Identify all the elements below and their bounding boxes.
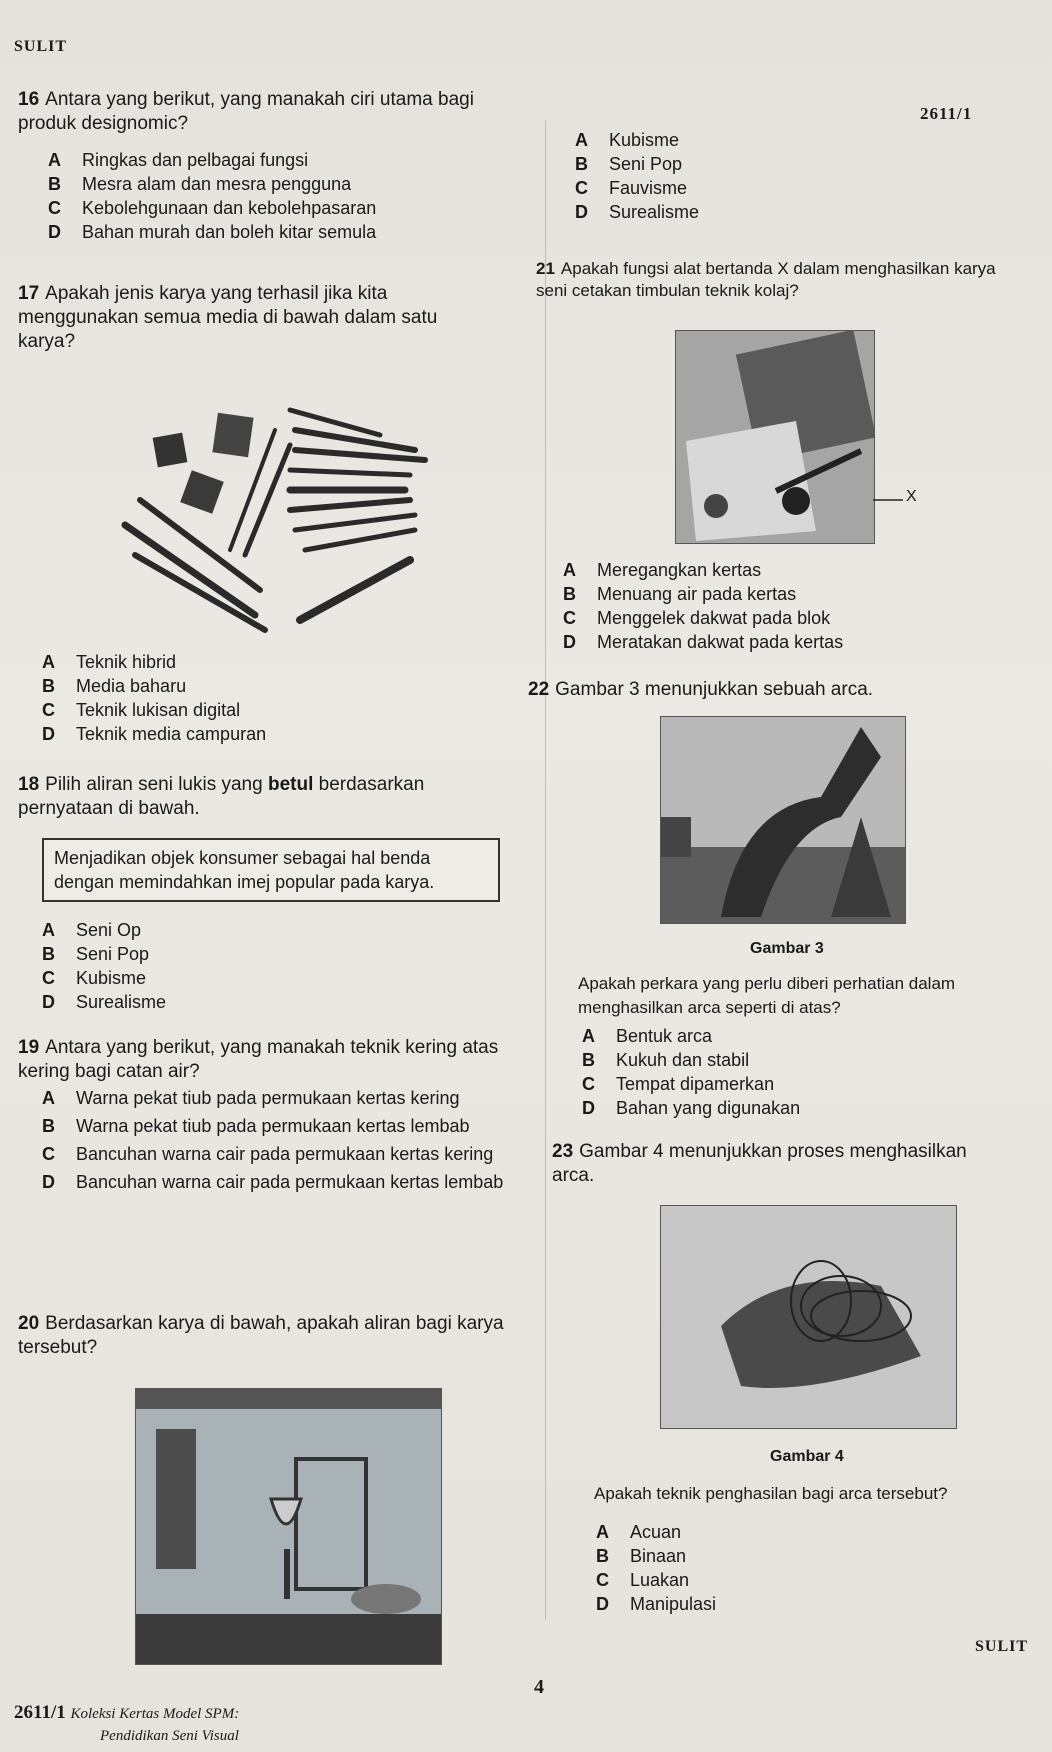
q21-option-d[interactable]: D Meratakan dakwat pada kertas	[563, 632, 844, 652]
q22-option-b[interactable]: B Kukuh dan stabil	[582, 1050, 750, 1070]
q18-option-d[interactable]: D Surealisme	[42, 992, 167, 1012]
q18-stem: 18 Pilih aliran seni lukis yang betul berdasarkan pernyataan di bawah.	[18, 774, 425, 819]
q18-option-c[interactable]: C Kubisme	[42, 968, 147, 988]
q20-option-c[interactable]: C Fauvisme	[575, 178, 688, 198]
q17-text: Apakah jenis karya yang terhasil jika kita menggunakan semua media di bawah dalam satu karya?	[18, 283, 438, 352]
footer-sulit: SULIT	[975, 1638, 1029, 1655]
q22-option-a[interactable]: A Bentuk arca	[582, 1026, 713, 1046]
q23-option-a[interactable]: A Acuan	[596, 1522, 682, 1542]
q17-option-a[interactable]: A Teknik hibrid	[42, 652, 177, 672]
q16-option-b[interactable]: B Mesra alam dan mesra pengguna	[48, 174, 352, 194]
q19-number: 19	[18, 1037, 40, 1058]
q17-number: 17	[18, 283, 40, 304]
q17-option-d[interactable]: D Teknik media campuran	[42, 724, 267, 744]
gambar-3-caption: Gambar 3	[750, 940, 824, 957]
q18-options	[42, 918, 166, 1014]
column-divider	[545, 120, 546, 1620]
q23-option-b[interactable]: B Binaan	[596, 1546, 687, 1566]
q20-option-a[interactable]: A Kubisme	[575, 130, 680, 150]
q18-option-a[interactable]: A Seni Op	[42, 920, 142, 940]
q20-number: 20	[18, 1313, 40, 1334]
q19-option-c[interactable]: C Bancuhan warna cair pada permukaan kertas kering	[42, 1144, 494, 1164]
q22-question: Apakah perkara yang perlu diberi perhatian dalam menghasilkan arca seperti di atas?	[578, 974, 956, 1017]
q17-option-c[interactable]: C Teknik lukisan digital	[42, 700, 241, 720]
q18-statement-box: Menjadikan objek konsumer sebagai hal benda dengan memindahkan imej popular pada karya.	[42, 838, 500, 902]
q23-number: 23	[552, 1141, 574, 1162]
q19-option-a[interactable]: A Warna pekat tiub pada permukaan kertas kering	[42, 1088, 460, 1108]
q17-options	[42, 650, 266, 746]
q16-options	[48, 148, 376, 244]
q21-number: 21	[536, 259, 555, 278]
q18-option-b[interactable]: B Seni Pop	[42, 944, 150, 964]
page-number: 4	[534, 1676, 544, 1698]
gambar-4-caption: Gambar 4	[770, 1448, 844, 1465]
q19-option-d[interactable]: D Bancuhan warna cair pada permukaan kertas lembab	[42, 1172, 504, 1192]
q21-option-c[interactable]: C Menggelek dakwat pada blok	[563, 608, 831, 628]
q18-number: 18	[18, 774, 40, 795]
q20-option-d[interactable]: D Surealisme	[575, 202, 700, 222]
q16-option-a[interactable]: A Ringkas dan pelbagai fungsi	[48, 150, 309, 170]
q16-number: 16	[18, 89, 40, 110]
q17-media-illustration	[115, 395, 435, 635]
q23-question: Apakah teknik penghasilan bagi arca tersebut?	[594, 1484, 948, 1503]
q22-sculpture-image	[660, 716, 906, 924]
q17-stem	[18, 282, 498, 354]
header-sulit: SULIT	[14, 38, 68, 55]
q17-option-b[interactable]: B Media baharu	[42, 676, 187, 696]
footer-code-series: 2611/1 Koleksi Kertas Model SPM:	[14, 1702, 240, 1723]
q16-option-d[interactable]: D Bahan murah dan boleh kitar semula	[48, 222, 377, 242]
q22-option-c[interactable]: C Tempat dipamerkan	[582, 1074, 775, 1094]
q19-options	[42, 1086, 522, 1194]
q16-text: Antara yang berikut, yang manakah ciri utama bagi produk designomic?	[18, 89, 474, 134]
q19-stem: 19 Antara yang berikut, yang manakah teknik kering atas kering bagi catan air?	[18, 1037, 499, 1082]
q23-options	[596, 1520, 716, 1616]
q20-option-b[interactable]: B Seni Pop	[575, 154, 683, 174]
q20-artwork-image	[135, 1388, 442, 1665]
q21-printmaking-image	[675, 330, 875, 544]
q16-stem	[18, 88, 518, 136]
q20-stem: 20 Berdasarkan karya di bawah, apakah aliran bagi karya tersebut?	[18, 1313, 504, 1358]
q22-number: 22	[528, 679, 550, 700]
q21-option-b[interactable]: B Menuang air pada kertas	[563, 584, 797, 604]
q23-option-c[interactable]: C Luakan	[596, 1570, 690, 1590]
q21-stem: 21 Apakah fungsi alat bertanda X dalam menghasilkan karya seni cetakan timbulan teknik kolaj?	[536, 259, 996, 300]
q21-option-a[interactable]: A Meregangkan kertas	[563, 560, 762, 580]
q22-options	[582, 1024, 800, 1120]
header-code: 2611/1	[920, 104, 973, 123]
q20-options	[575, 128, 699, 224]
q23-stem: 23 Gambar 4 menunjukkan proses menghasilkan arca.	[552, 1141, 967, 1186]
q21-options	[563, 558, 843, 654]
q22-stem: 22 Gambar 3 menunjukkan sebuah arca.	[528, 679, 874, 700]
q23-option-d[interactable]: D Manipulasi	[596, 1594, 717, 1614]
q16-option-c[interactable]: C Kebolehgunaan dan kebolehpasaran	[48, 198, 377, 218]
q23-process-image	[660, 1205, 957, 1429]
q21-marker-x: X	[906, 488, 917, 505]
footer-subject: Pendidikan Seni Visual	[100, 1728, 239, 1744]
q19-option-b[interactable]: B Warna pekat tiub pada permukaan kertas lembab	[42, 1116, 470, 1136]
q22-option-d[interactable]: D Bahan yang digunakan	[582, 1098, 801, 1118]
